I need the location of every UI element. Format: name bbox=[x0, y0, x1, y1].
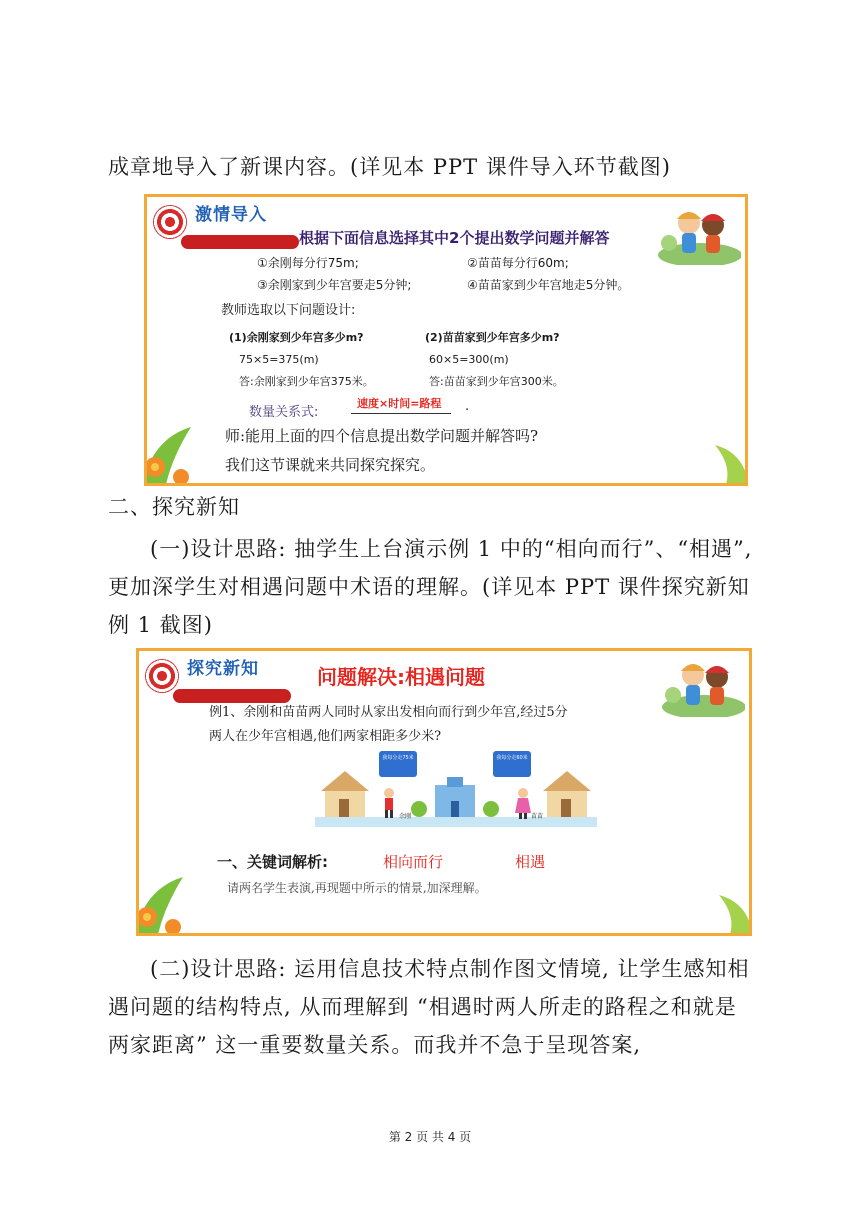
leaf-decoration-icon bbox=[709, 893, 752, 936]
leaf-decoration-icon bbox=[705, 443, 748, 486]
speech-bubble-left-text: 我每分走75米 bbox=[382, 755, 414, 761]
example-line-1: 例1、余刚和苗苗两人同时从家出发相向而行到少年宫,经过5分 bbox=[209, 705, 568, 720]
leaf-decoration-icon bbox=[136, 869, 203, 936]
slide-badge bbox=[145, 659, 259, 693]
relation-end: . bbox=[465, 399, 470, 414]
calc-2: 60×5=300(m) bbox=[429, 353, 509, 366]
info-3: ③余刚家到少年宫要走5分钟; bbox=[257, 278, 412, 292]
keyword-label: 一、关键词解析: bbox=[217, 853, 328, 871]
target-icon bbox=[153, 205, 187, 239]
intro-line: 成章地导入了新课内容。(详见本 PPT 课件导入环节截图) bbox=[108, 155, 672, 179]
leaf-decoration-icon bbox=[144, 419, 211, 486]
question-2: (2)苗苗家到少年宫多少m? bbox=[425, 331, 560, 344]
teacher-question: 师:能用上面的四个信息提出数学问题并解答吗? bbox=[225, 427, 539, 445]
slide-warmup bbox=[144, 194, 748, 486]
name-right: 苗苗 bbox=[531, 813, 544, 820]
speech-bubble-left bbox=[379, 751, 417, 777]
keyword-2: 相遇 bbox=[515, 853, 546, 871]
badge-bar bbox=[181, 235, 299, 249]
info-4: ④苗苗家到少年宫地走5分钟。 bbox=[467, 278, 630, 292]
relation-value: 速度×时间=路程 bbox=[351, 395, 451, 414]
question-1: (1)余刚家到少年宫多少m? bbox=[229, 331, 364, 344]
example-line-2: 两人在少年宫相遇,他们两家相距多少米? bbox=[209, 729, 442, 744]
slide-explore bbox=[136, 648, 752, 936]
badge-title: 探究新知 bbox=[187, 658, 259, 679]
closing-line: 我们这节课就来共同探究探究。 bbox=[225, 456, 436, 474]
instruction-line: 请两名学生表演,再现题中所示的情景,加深理解。 bbox=[227, 881, 487, 895]
speech-bubble-right-text: 我每分走60米 bbox=[496, 755, 528, 761]
relation-label: 数量关系式: bbox=[249, 405, 319, 420]
speech-bubble-right bbox=[493, 751, 531, 777]
badge-title: 激情导入 bbox=[195, 204, 267, 225]
answer-2: 答:苗苗家到少年宫300米。 bbox=[429, 375, 564, 388]
design-idea-2: (二)设计思路: 运用信息技术特点制作图文情境, 让学生感知相遇问题的结构特点, 从而理解到 “相遇时两人所走的路程之和就是两家距离” 这一重要数量关系。而我并不急于呈现答案, bbox=[108, 957, 750, 1057]
calc-1: 75×5=375(m) bbox=[239, 353, 319, 366]
kids-illustration-icon bbox=[655, 203, 741, 265]
slide-badge bbox=[153, 205, 267, 239]
info-1: ①余刚每分行75m; bbox=[257, 256, 359, 270]
info-2: ②苗苗每分行60m; bbox=[467, 256, 569, 270]
page-footer: 第 2 页 共 4 页 bbox=[388, 1130, 472, 1144]
section-heading: 二、探究新知 bbox=[108, 495, 240, 519]
keyword-1: 相向而行 bbox=[383, 853, 444, 871]
answer-1: 答:余刚家到少年宫375米。 bbox=[239, 375, 374, 388]
kids-illustration-icon bbox=[659, 655, 745, 717]
name-left: 余刚 bbox=[399, 813, 412, 820]
slide-title: 问题解决:相遇问题 bbox=[317, 665, 485, 689]
design-idea-1: (一)设计思路: 抽学生上台演示例 1 中的“相向而行”、“相遇”, 更加深学生对相遇问题中术语的理解。(详见本 PPT 课件探究新知例 1 截图) bbox=[108, 537, 753, 637]
target-icon bbox=[145, 659, 179, 693]
slide-heading: 根据下面信息选择其中2个提出数学问题并解答 bbox=[299, 229, 610, 247]
meeting-scene bbox=[315, 751, 597, 829]
teacher-pick: 教师选取以下问题设计: bbox=[221, 303, 356, 318]
